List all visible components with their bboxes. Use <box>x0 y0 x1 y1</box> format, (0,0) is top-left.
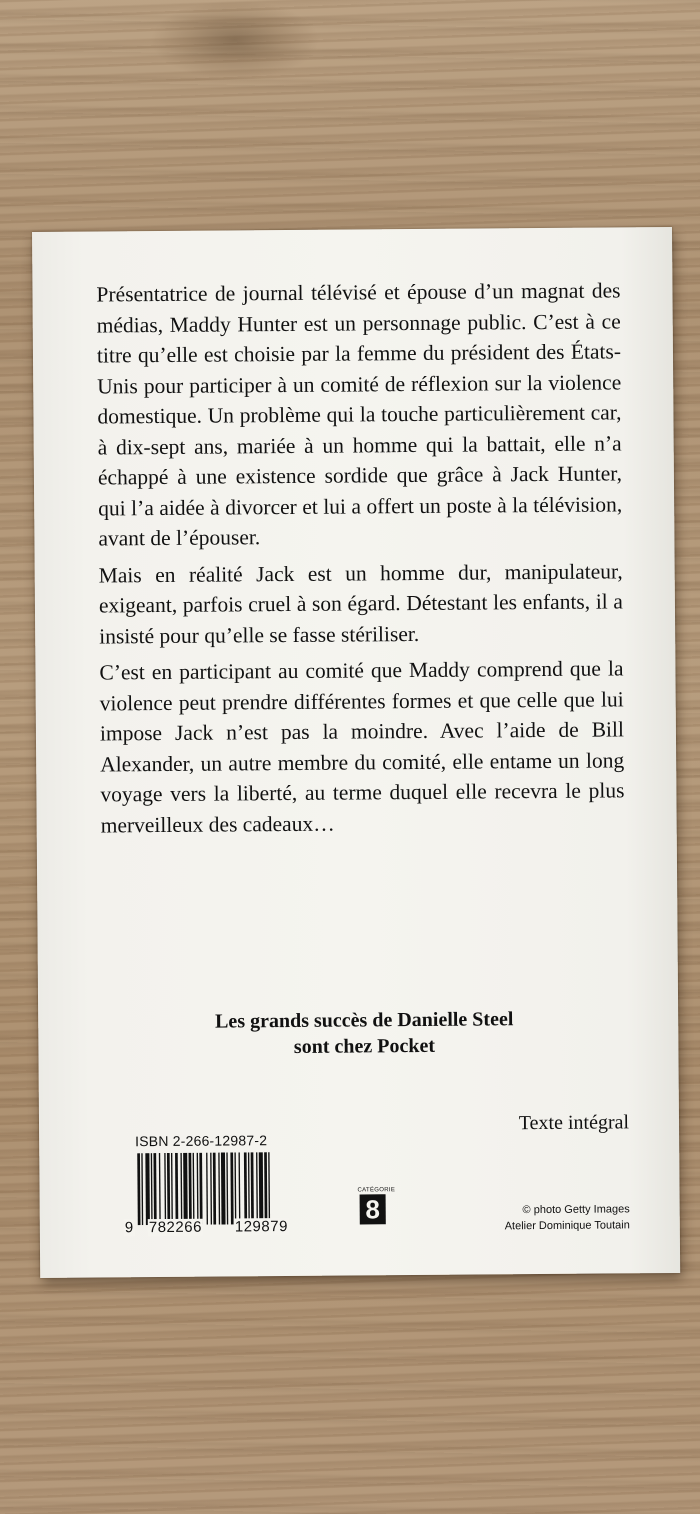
barcode-bar <box>264 1152 267 1224</box>
barcode-bar <box>218 1153 220 1225</box>
barcode-bar <box>153 1153 156 1225</box>
barcode-bar <box>234 1152 236 1224</box>
barcode-bar <box>256 1152 258 1224</box>
barcode-bar <box>213 1153 216 1225</box>
barcode-bar <box>141 1153 143 1225</box>
category-number: 8 <box>360 1194 386 1224</box>
blurb-text <box>96 275 624 846</box>
barcode-digits-right: 129879 <box>234 1218 288 1236</box>
barcode-bar <box>199 1153 202 1225</box>
barcode-bar <box>183 1153 188 1225</box>
wood-knot <box>150 0 320 80</box>
barcode-bar <box>137 1153 140 1225</box>
promo-text <box>102 1005 626 1061</box>
promo-line-1: Les grands succès de Danielle Steel <box>214 1008 514 1033</box>
barcode-bar <box>259 1152 264 1224</box>
barcode-bar <box>180 1153 182 1225</box>
credit-line-1: © photo Getty Images <box>522 1203 630 1217</box>
blurb-paragraph-1: Présentatrice de journal télévisé et épouse d’un magnat des médias, Maddy Hunter est un personnage public. C’est à ce titre qu’elle est choisie par la femme du président des États-Unis pour participer à un comité de réflexion sur la violence domestique. Un problème qui la touche particulièrement car, à dix-sept ans, mariée à un homme qui la battait, elle n’a échappé à une existence sordide que grâce à Jack Hunter, qui l’a aidée à divorcer et lui a offert un poste à la télévision, avant de l’épouser. <box>96 278 623 551</box>
barcode-bar <box>193 1153 195 1225</box>
barcode-bar <box>189 1153 192 1225</box>
barcode-digit-first: 9 <box>124 1219 134 1237</box>
texte-integral-label: Texte intégral <box>518 1111 630 1135</box>
blurb-paragraph-3: C’est en participant au comité que Maddy comprend que la violence peut prendre différentes formes et que celle que lui impose Jack n’est pas la moindre. Avec l’aide de Bill Alexander, un autre membre du comité, elle entame un long voyage vers la liberté, au terme duquel elle recevra le plus merveilleux des cadeaux… <box>99 656 625 837</box>
barcode-bar <box>159 1153 161 1225</box>
blurb-paragraph-2: Mais en réalité Jack est un homme dur, manipulateur, exigeant, parfois cruel à son égard. Détestant les enfants, il a insisté pour qu’elle se fasse stériliser. <box>98 558 624 648</box>
barcode-bar <box>221 1153 226 1225</box>
barcode-bar <box>167 1153 170 1225</box>
barcode-bar <box>251 1152 254 1224</box>
barcode-bar <box>145 1153 150 1225</box>
category-badge <box>357 1187 396 1227</box>
barcode-bar <box>151 1153 153 1225</box>
barcode-bar <box>244 1152 247 1224</box>
barcode-bar <box>175 1153 178 1225</box>
promo-line-2: sont chez Pocket <box>293 1034 436 1058</box>
barcode-bar <box>164 1153 166 1225</box>
book-back-cover <box>32 227 680 1278</box>
barcode-bar <box>226 1152 228 1224</box>
credit-line-2: Atelier Dominique Toutain <box>504 1219 630 1233</box>
isbn-label: ISBN 2-266-12987-2 <box>135 1132 268 1150</box>
barcode-bar <box>197 1153 199 1225</box>
barcode-bar <box>230 1152 233 1224</box>
barcode-bar <box>238 1152 240 1224</box>
photo-credits <box>504 1201 629 1234</box>
barcode-bar <box>268 1152 270 1224</box>
barcode-bar <box>206 1153 208 1225</box>
barcode-bar <box>210 1153 212 1225</box>
barcode-bar <box>248 1152 250 1224</box>
barcode-digits-left: 782266 <box>148 1218 202 1237</box>
barcode-bar <box>171 1153 173 1225</box>
category-label: CATÉGORIE <box>357 1187 396 1194</box>
